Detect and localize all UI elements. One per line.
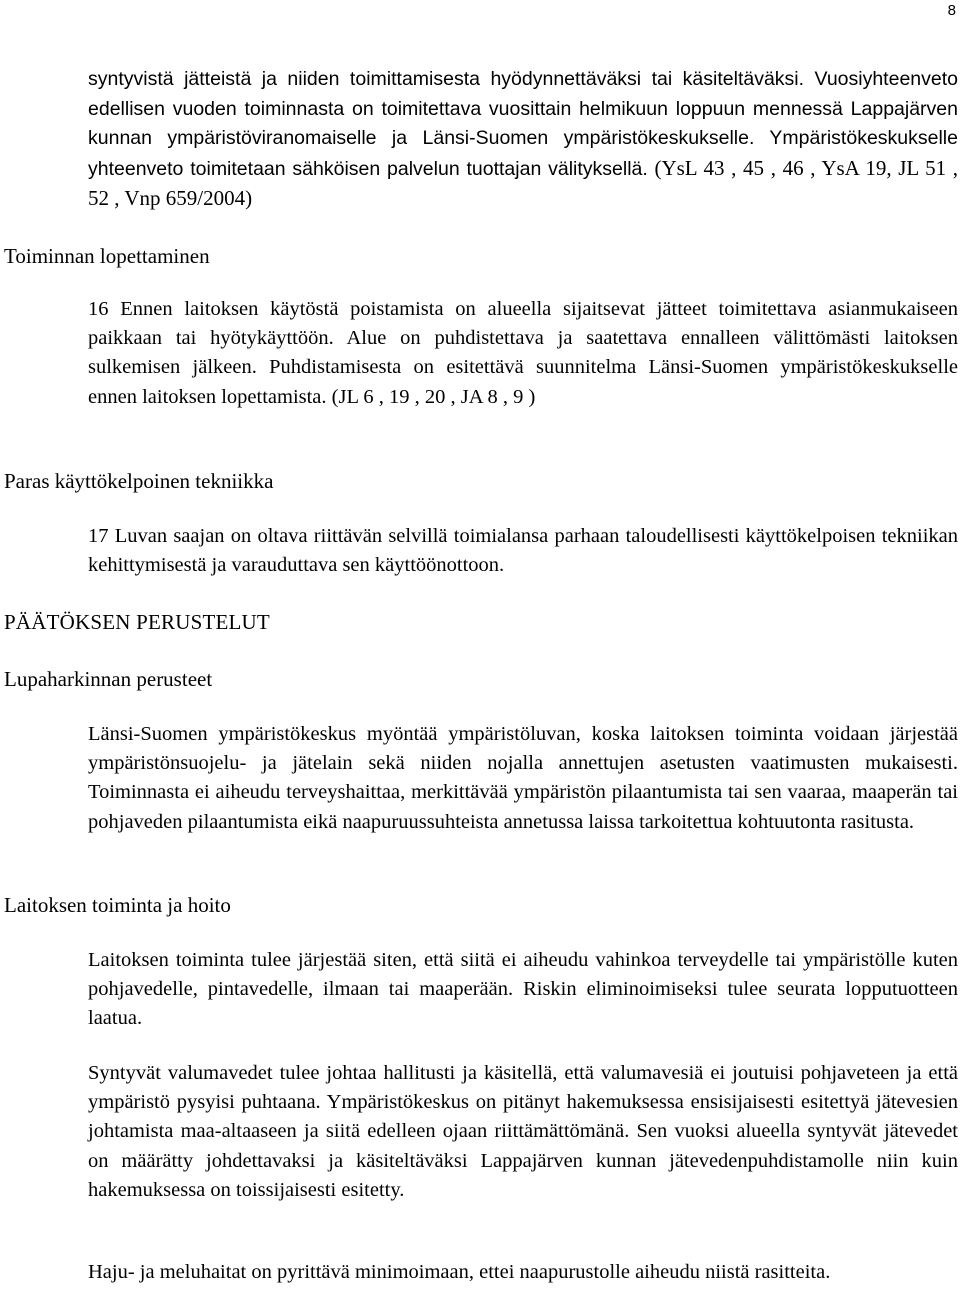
paragraph-laitoksen-toiminta-1: Laitoksen toiminta tulee järjestää siten, että siitä ei aiheudu vahinkoa terveydelle tai ympäristölle kuten pohjavedelle, pintavedelle, ilmaan tai maaperään. Riskin eliminoimiseksi tulee seurata lopputuotteen laatua. [88, 949, 958, 1030]
heading-paras-kayttokelpoinen-tekniikka: Paras käyttökelpoinen tekniikka [4, 469, 274, 493]
item-16-text: Ennen laitoksen käytöstä poistamista on alueella sijaitsevat jätteet toimitettava asianmukaiseen paikkaan tai hyötykäyttöön. Alue on puhdistettava ja saatettava ennalleen välittömästi laitoksen sulkemisen jälkeen. Puhdistamisesta on esitettävä suunnitelma Länsi-Suomen ympäristökeskukselle ennen laitoksen lopettamista. (JL 6 , 19 , 20 , JA 8 , 9 ) [88, 298, 958, 408]
paragraph-item-16 [88, 295, 958, 412]
paragraph-lupaharkinnan-perusteet: Länsi-Suomen ympäristökeskus myöntää ympäristöluvan, koska laitoksen toiminta voidaan järjestää ympäristönsuojelu- ja jätelain sekä niiden nojalla annettujen asetusten vaatimusten mukaisesti. Toiminnasta ei aiheudu terveyshaittaa, merkittävää ympäristön pilaantumista tai sen vaaraa, maaperän tai pohjaveden pilaantumista eikä naapuruussuhteista annetussa laissa tarkoitettua kohtuutonta rasitusta. [88, 723, 958, 833]
paragraph-item-17 [88, 522, 958, 580]
heading-laitoksen-toiminta-ja-hoito: Laitoksen toiminta ja hoito [4, 893, 231, 917]
intro-legal-references: (YsL 43 , 45 , 46 , YsA 19, JL 51 , 52 , Vnp 659/2004) [88, 155, 958, 210]
heading-paatoksen-perustelut: PÄÄTÖKSEN PERUSTELUT [4, 610, 270, 634]
heading-lupaharkinnan-perusteet: Lupaharkinnan perusteet [4, 667, 213, 691]
intro-text-sans: syntyvistä jätteistä ja niiden toimittamisesta hyödynnettäväksi tai käsiteltäväksi. Vuosiyhteenveto edellisen vuoden toiminnasta on toimitettava vuosittain helmikuun loppuun mennessä Lappajärven kunnan ympäristöviranomaiselle ja Länsi-Suomen ympäristökeskukselle. Ympäristökeskukselle yhteenveto toimitetaan sähköisen palvelun tuottajan välityksellä. [88, 68, 958, 180]
item-number-16: 16 [88, 298, 109, 320]
page-number: 8 [947, 2, 956, 19]
paragraph-laitoksen-toiminta-3: Haju- ja meluhaitat on pyrittävä minimoimaan, ettei naapurustolle aiheudu niistä rasitteita. [88, 1261, 831, 1283]
item-17-text: Luvan saajan on oltava riittävän selvillä toimialansa parhaan taloudellisesti käyttökelpoisen tekniikan kehittymisestä ja varauduttava sen käyttöönottoon. [88, 525, 958, 577]
paragraph-laitoksen-toiminta-2: Syntyvät valumavedet tulee johtaa hallitusti ja käsitellä, että valumavesiä ei joutuisi pohjaveteen ja että ympäristö pysyisi puhtaana. Ympäristökeskus on pitänyt hakemuksessa ensisijaisesti esitettyä jätevesien johtamista maa-altaaseen ja siitä edelleen ojaan riittämättömänä. Sen vuoksi alueella syntyvät jätevedet on määrätty johdettavaksi ja käsiteltäväksi Lappajärven kunnan jätevedenpuhdistamolle niin kuin hakemuksessa on toissijaisesti esitetty. [88, 1062, 958, 1201]
item-number-17: 17 [88, 525, 109, 547]
heading-toiminnan-lopettaminen: Toiminnan lopettaminen [4, 244, 210, 268]
intro-paragraph [88, 65, 958, 215]
